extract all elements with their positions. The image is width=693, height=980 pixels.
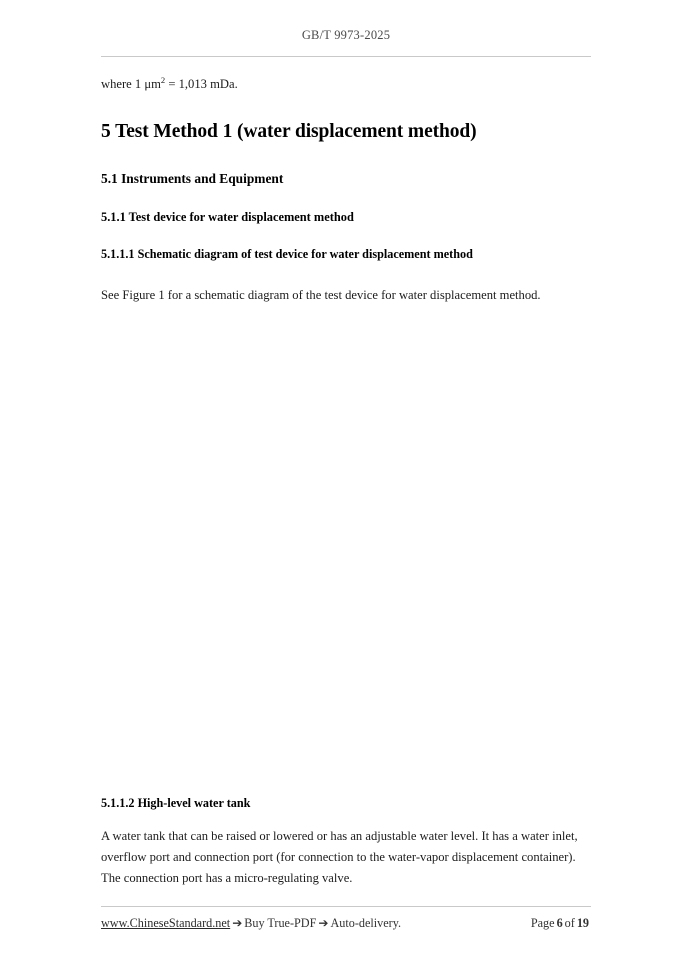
footer-divider [101,906,591,907]
unit-note-superscript: 2 [160,74,166,85]
figure-1-blank-area [101,306,591,826]
section-heading-5: 5 Test Method 1 (water displacement method) [101,121,477,143]
page-indicator [531,916,591,931]
page-label: Page [530,916,555,930]
document-content [101,74,591,826]
total-page-count: 19 [576,916,589,930]
of-label: of [564,916,575,930]
current-page-number: 6 [556,916,563,930]
running-header-standard-code: GB/T 9973-2025 [301,28,391,42]
footer-promo-text-2: Auto-delivery. [330,916,402,930]
unit-note-suffix: = 1,013 mDa. [165,77,238,91]
figure-reference-paragraph: See Figure 1 for a schematic diagram of the test device for water displacement method. [101,288,541,303]
section-heading-5-1: 5.1 Instruments and Equipment [101,170,284,186]
high-level-water-tank-paragraph: A water tank that can be raised or lowered or has an adjustable water level. It has a water inlet, overflow port and connection port (for connection to the water-vapor displacement container). The connection port has a micro-regulating valve. [101,829,578,885]
page-footer [101,916,591,936]
section-heading-5-1-1-2: 5.1.1.2 High-level water tank [101,796,251,810]
section-heading-5-1-1-1: 5.1.1.1 Schematic diagram of test device for water displacement method [101,247,473,262]
arrow-right-icon-2: ➔ [318,916,329,930]
footer-site-link[interactable]: www.ChineseStandard.net [101,916,231,930]
unit-note-paragraph [101,74,591,94]
header-divider [101,56,591,57]
section-heading-5-1-1: 5.1.1 Test device for water displacement method [101,210,354,225]
footer-promo-text-1: Buy True-PDF [244,916,317,930]
unit-note-prefix: where 1 μm [101,77,161,91]
arrow-right-icon: ➔ [232,916,243,930]
footer-promo [101,916,401,931]
